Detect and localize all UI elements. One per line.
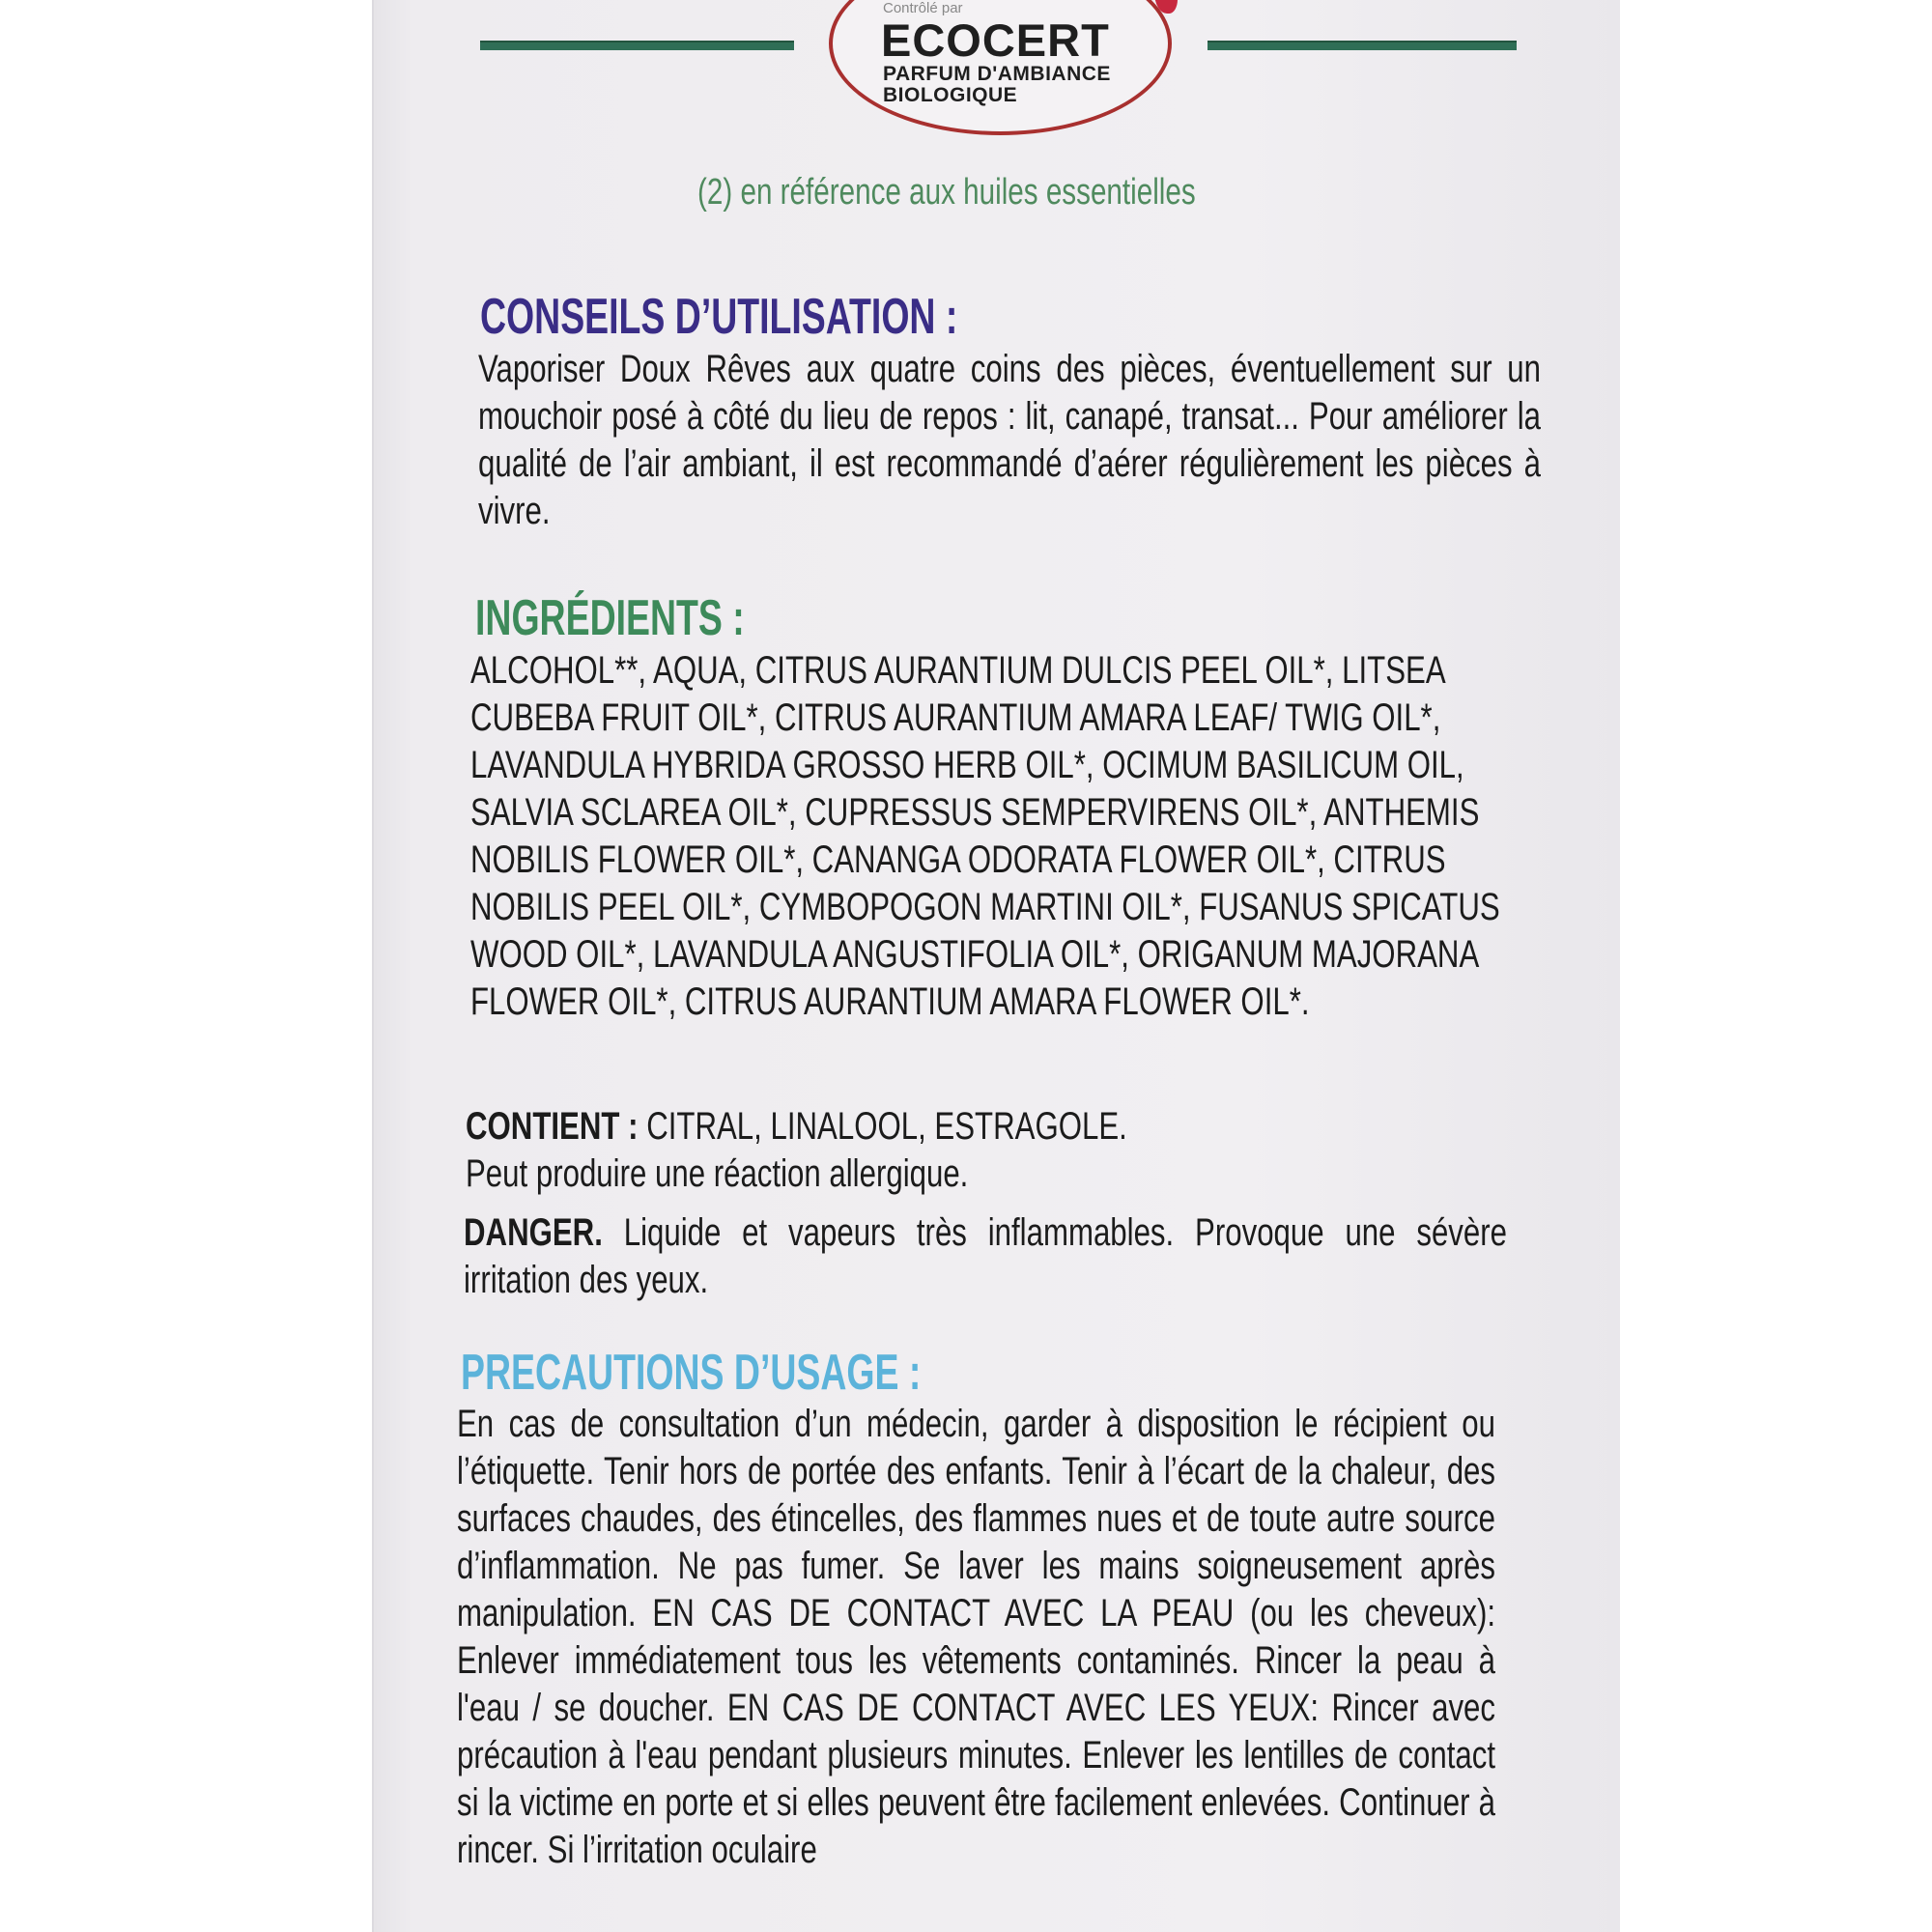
danger-block xyxy=(464,1209,1507,1304)
logo-subtitle-2: BIOLOGIQUE xyxy=(883,84,1018,106)
contient-line-2: Peut produire une réaction allergique. xyxy=(466,1152,969,1195)
logo-controle-text: Contrôlé par xyxy=(883,0,963,16)
essential-oils-note: (2) en référence aux huiles essentielles xyxy=(697,172,1196,213)
danger-text-block xyxy=(464,1209,1507,1304)
ingredients-section xyxy=(475,591,849,646)
ingredients-body xyxy=(470,647,1523,1026)
danger-text: Liquide et vapeurs très inflammables. Provoque une sévère irritation des yeux. xyxy=(464,1211,1507,1301)
ingredients-text: ALCOHOL**, AQUA, CITRUS AURANTIUM DULCIS PEEL OIL*, LITSEA CUBEBA FRUIT OIL*, CITRUS AURANTIUM AMARA LEAF/ TWIG OIL*, LAVANDULA HYBRIDA GROSSO HERB OIL*, OCIMUM BASILICUM OIL, SALVIA SCLAREA OIL*, CUPRESSUS SEMPERVIRENS OIL*, ANTHEMIS NOBILIS FLOWER OIL*, CANANGA ODORATA FLOWER OIL*, CITRUS NOBILIS PEEL OIL*, CYMBOPOGON MARTINI OIL*, FUSANUS SPICATUS WOOD OIL*, LAVANDULA ANGUSTIFOLIA OIL*, ORIGANUM MAJORANA FLOWER OIL*, CITRUS AURANTIUM AMARA FLOWER OIL*. xyxy=(470,649,1500,1023)
contient-line-1 xyxy=(466,1103,1509,1151)
precautions-body xyxy=(457,1401,1495,1874)
usage-title: CONSEILS D’UTILISATION : xyxy=(480,289,958,345)
usage-text: Vaporiser Doux Rêves aux quatre coins des pièces, éventuellement sur un mouchoir posé à côté du lieu de repos : lit, canapé, transat... Pour améliorer la qualité de l’air ambiant, il est recommandé d’aérer régulièrement les pièces à vivre. xyxy=(478,348,1541,532)
precautions-section xyxy=(461,1346,1100,1401)
contient-text: CITRAL, LINALOOL, ESTRAGOLE. xyxy=(638,1105,1127,1148)
danger-label: DANGER. xyxy=(464,1211,603,1254)
usage-body xyxy=(478,346,1541,535)
green-rule-right xyxy=(1208,41,1517,50)
precautions-title: PRECAUTIONS D’USAGE : xyxy=(461,1345,922,1401)
logo-subtitle-1: PARFUM D'AMBIANCE xyxy=(883,63,1111,85)
ingredients-title: INGRÉDIENTS : xyxy=(475,590,745,646)
contient-label: CONTIENT : xyxy=(466,1105,639,1148)
logo-name: ECOCERT xyxy=(881,14,1110,66)
contient-block xyxy=(466,1103,1509,1198)
precautions-text: En cas de consultation d’un médecin, garder à disposition le récipient ou l’étiquette. Tenir hors de portée des enfants. Tenir à l’écart de la chaleur, des surfaces chaudes, des étincelles, des flammes nues et de toute autre source d’inflammation. Ne pas fumer. Se laver les mains soigneusement après manipulation. EN CAS DE CONTACT AVEC LA PEAU (ou les cheveux): Enlever immédiatement tous les vêtements contaminés. Rincer la peau à l'eau / se doucher. EN CAS DE CONTACT AVEC LES YEUX: Rincer avec précaution à l'eau pendant plusieurs minutes. Enlever les lentilles de contact si la victime en porte et si elles peuvent être facilement enlevées. Continuer à rincer. Si l’irritation oculaire xyxy=(457,1403,1495,1871)
green-rule-left xyxy=(480,41,794,50)
usage-section xyxy=(480,290,1144,345)
